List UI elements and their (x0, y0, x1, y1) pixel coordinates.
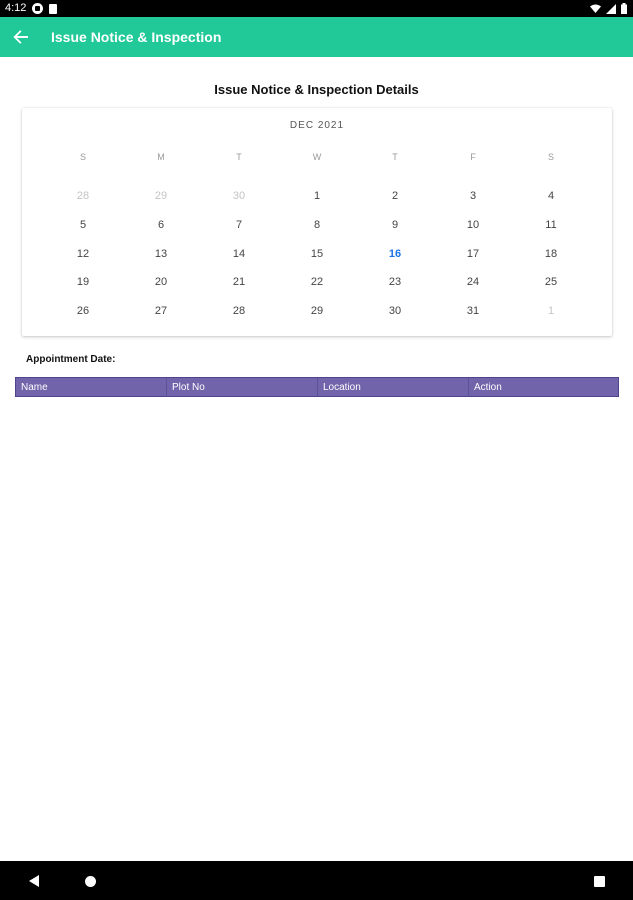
page-title: Issue Notice & Inspection Details (214, 82, 419, 97)
weekday-label: F (470, 152, 476, 162)
navigation-bar (0, 861, 633, 900)
signal-icon (606, 4, 616, 14)
weekday-label: S (547, 152, 554, 162)
table-header-name: Name (16, 378, 167, 397)
calendar-day[interactable]: 20 (154, 276, 168, 289)
nav-home-icon[interactable] (85, 876, 96, 887)
calendar-day[interactable]: 24 (466, 276, 480, 289)
battery-icon (621, 3, 627, 14)
status-time: 4:12 (5, 2, 27, 14)
calendar-day[interactable]: 15 (310, 247, 324, 260)
calendar-day[interactable]: 10 (466, 218, 480, 231)
calendar-day[interactable]: 28 (76, 190, 90, 202)
table-header-action: Action (474, 382, 502, 393)
table-header-plot-no: Plot No (167, 378, 318, 397)
calendar-day[interactable]: 1 (313, 190, 321, 202)
calendar-day[interactable]: 28 (232, 305, 246, 318)
calendar-day[interactable]: 26 (76, 305, 90, 318)
calendar-day[interactable]: 6 (157, 218, 165, 231)
calendar-day[interactable]: 29 (310, 305, 324, 318)
calendar-day[interactable]: 7 (235, 218, 243, 231)
sd-card-icon (49, 4, 57, 14)
calendar-day[interactable]: 11 (545, 218, 557, 231)
calendar-day[interactable]: 30 (388, 305, 402, 318)
calendar-day[interactable]: 3 (469, 190, 477, 202)
calendar-day[interactable]: 1 (547, 305, 555, 318)
calendar-day[interactable]: 30 (232, 190, 246, 202)
app-bar-title: Issue Notice & Inspection (51, 29, 222, 45)
calendar-day[interactable]: 18 (544, 247, 558, 260)
calendar-day[interactable]: 23 (388, 276, 402, 289)
weekday-label: T (392, 152, 398, 162)
wifi-icon (590, 4, 601, 14)
calendar-month-label[interactable]: DEC 2021 (289, 120, 345, 131)
app-notification-icon (32, 3, 43, 14)
weekday-label: S (79, 152, 86, 162)
nav-recents-icon[interactable] (594, 876, 605, 887)
calendar-day[interactable]: 13 (154, 247, 168, 260)
appointment-date-label: Appointment Date: (26, 354, 116, 365)
calendar-day[interactable]: 8 (313, 218, 321, 231)
calendar-day[interactable]: 17 (466, 247, 480, 260)
calendar-day[interactable]: 25 (544, 276, 558, 289)
calendar-day[interactable]: 14 (232, 247, 246, 260)
calendar-day[interactable]: 19 (76, 276, 90, 289)
calendar-day[interactable]: 22 (310, 276, 324, 289)
calendar-day[interactable]: 2 (391, 190, 399, 202)
calendar-weekday-row (44, 152, 614, 162)
weekday-label: T (236, 152, 242, 162)
calendar-day[interactable]: 4 (547, 190, 555, 202)
calendar-day[interactable]: 31 (466, 305, 480, 318)
calendar-card (22, 108, 612, 336)
calendar-day[interactable]: 27 (154, 305, 168, 318)
calendar-day[interactable]: 5 (79, 218, 87, 231)
status-bar (0, 0, 633, 17)
app-bar (0, 17, 633, 57)
table-header (15, 377, 619, 397)
table-header-location: Location (318, 378, 469, 397)
calendar-days-grid (44, 188, 614, 332)
back-button[interactable] (8, 24, 34, 50)
calendar-day[interactable]: 12 (76, 247, 90, 260)
calendar-day-selected[interactable]: 16 (388, 247, 402, 260)
arrow-back-icon (13, 29, 29, 45)
nav-back-icon[interactable] (29, 875, 39, 887)
weekday-label: M (157, 152, 165, 162)
calendar-day[interactable]: 29 (154, 190, 168, 202)
calendar-day[interactable]: 9 (391, 218, 399, 231)
weekday-label: W (312, 152, 322, 162)
calendar-day[interactable]: 21 (232, 276, 246, 289)
